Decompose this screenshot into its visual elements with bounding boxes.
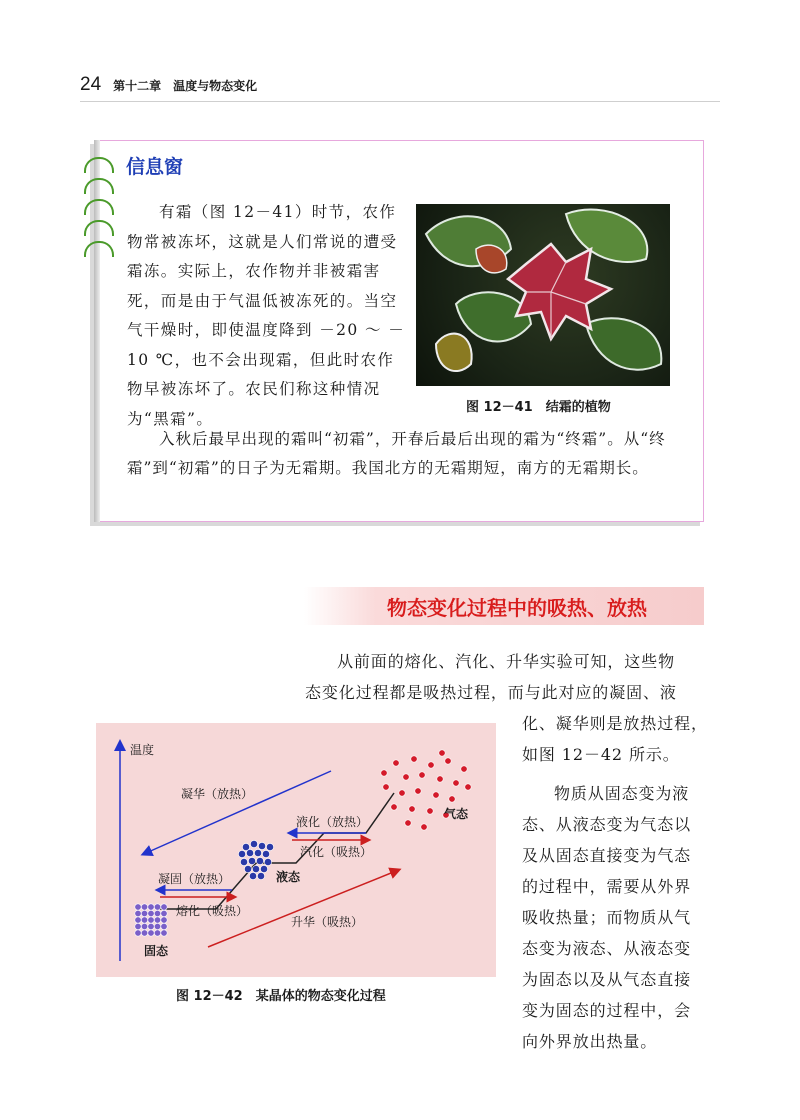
solid-particle	[135, 904, 141, 910]
gas-particle	[449, 796, 455, 802]
page-number: 24	[80, 74, 102, 95]
page-header	[80, 74, 257, 100]
liquid-particle	[266, 843, 273, 850]
solid-particle	[161, 917, 167, 923]
solid-particles	[135, 904, 167, 936]
diagram-caption: 图 12－42 某晶体的物态变化过程	[176, 989, 386, 1004]
gas-particle	[399, 790, 405, 796]
solid-particle	[154, 923, 160, 929]
y-axis-label: 温度	[130, 743, 155, 757]
label-liquefaction: 液化（放热）	[296, 815, 369, 829]
gas-particle	[461, 766, 467, 772]
label-sublimation: 升华（吸热）	[291, 915, 364, 929]
section-paragraph-line: 如图 12－42 所示。	[522, 745, 680, 764]
liquid-particle	[254, 849, 261, 856]
header-rule	[80, 101, 720, 102]
solid-particle	[161, 930, 167, 936]
label-deposition: 凝华（放热）	[181, 787, 254, 801]
gas-particle	[411, 756, 417, 762]
gas-particle	[393, 760, 399, 766]
gas-particle	[427, 808, 433, 814]
section-paragraph-line: 为固态以及从气态直接	[522, 970, 692, 989]
section-paragraph-line: 从前面的熔化、汽化、升华实验可知，这些物	[337, 652, 676, 671]
phase-change-diagram	[96, 723, 496, 977]
gas-particle	[381, 770, 387, 776]
liquid-particles	[238, 840, 273, 879]
solid-particle	[141, 923, 147, 929]
gas-particle	[405, 820, 411, 826]
info-paragraph-1: 有霜（图 12－41）时节，农作物常被冻坏，这就是人们常说的遭受霜冻。实际上，农作物并非被霜害死，而是由于气温低被冻死的。当空气干燥时，即使温度降到 －20 ～ －10 ℃，也不会出现霜，但此时农作物早被冻坏了。农民们称这种情况为“黑霜”。	[127, 203, 406, 428]
chapter-title: 第十二章 温度与物态变化	[113, 79, 258, 93]
gas-particle	[445, 758, 451, 764]
gas-particle	[419, 772, 425, 778]
solid-particle	[161, 904, 167, 910]
solid-particle	[154, 904, 160, 910]
solid-particle	[148, 930, 154, 936]
section-paragraph-line: 向外界放出热量。	[522, 1032, 658, 1051]
liquid-particle	[238, 850, 245, 857]
gas-particle	[415, 788, 421, 794]
state-gas-label: 气态	[444, 807, 469, 821]
liquid-particle	[250, 840, 257, 847]
solid-particle	[135, 923, 141, 929]
gas-particle	[453, 780, 459, 786]
solid-particle	[161, 910, 167, 916]
info-box-spine	[94, 140, 100, 522]
liquid-particle	[244, 865, 251, 872]
info-box-title: 信息窗	[126, 156, 184, 178]
liquid-particle	[249, 872, 256, 879]
liquid-particle	[252, 865, 259, 872]
liquid-particle	[260, 865, 267, 872]
liquid-particle	[256, 857, 263, 864]
solid-particle	[141, 930, 147, 936]
solid-particle	[141, 917, 147, 923]
solid-particle	[135, 917, 141, 923]
section-paragraph-line: 态变为液态、从液态变	[522, 939, 692, 958]
section-paragraph-line: 变为固态的过程中，会	[522, 1001, 692, 1020]
section-title: 物态变化过程中的吸热、放热	[387, 596, 647, 620]
liquid-particle	[257, 872, 264, 879]
solid-particle	[148, 923, 154, 929]
state-liquid-label: 液态	[276, 870, 301, 884]
state-solid-label: 固态	[144, 944, 169, 958]
section-paragraph-line: 的过程中，需要从外界	[522, 877, 692, 896]
section-paragraph-line: 态变化过程都是吸热过程，而与此对应的凝固、液	[305, 683, 677, 702]
gas-particle	[465, 784, 471, 790]
section-paragraph-line: 物质从固态变为液	[554, 784, 690, 803]
label-melting: 熔化（吸热）	[176, 904, 249, 918]
gas-particle	[391, 804, 397, 810]
section-paragraph-line: 化、凝华则是放热过程，	[522, 714, 708, 733]
liquid-particle	[240, 858, 247, 865]
solid-particle	[154, 910, 160, 916]
label-solidification: 凝固（放热）	[158, 872, 231, 886]
gas-particle	[439, 750, 445, 756]
gas-particle	[383, 784, 389, 790]
label-vaporization: 汽化（吸热）	[300, 845, 373, 859]
solid-particle	[141, 904, 147, 910]
section-paragraph-line: 吸收热量；而物质从气	[522, 908, 692, 927]
liquid-particle	[258, 842, 265, 849]
solid-particle	[141, 910, 147, 916]
solid-particle	[154, 917, 160, 923]
solid-particle	[161, 923, 167, 929]
gas-particle	[403, 774, 409, 780]
solid-particle	[135, 910, 141, 916]
liquid-particle	[264, 858, 271, 865]
gas-particle	[437, 776, 443, 782]
deposition-arrow	[146, 771, 331, 853]
gas-particle	[428, 762, 434, 768]
liquid-particle	[248, 857, 255, 864]
liquid-particle	[262, 850, 269, 857]
info-paragraph-2: 入秋后最早出现的霜叫“初霜”，开春后最后出现的霜为“终霜”。从“终霜”到“初霜”的日子为无霜期。我国北方的无霜期短，南方的无霜期长。	[127, 430, 666, 477]
photo-caption: 图 12－41 结霜的植物	[466, 400, 611, 415]
solid-particle	[148, 910, 154, 916]
frost-plant-photo	[416, 204, 670, 386]
gas-particle	[421, 824, 427, 830]
liquid-particle	[246, 849, 253, 856]
solid-particle	[154, 930, 160, 936]
solid-particle	[148, 904, 154, 910]
solid-particle	[135, 930, 141, 936]
section-paragraph-line: 态、从液态变为气态以	[522, 815, 692, 834]
gas-particle	[409, 806, 415, 812]
gas-particle	[433, 792, 439, 798]
section-paragraph-line: 及从固态直接变为气态	[522, 846, 692, 865]
solid-particle	[148, 917, 154, 923]
